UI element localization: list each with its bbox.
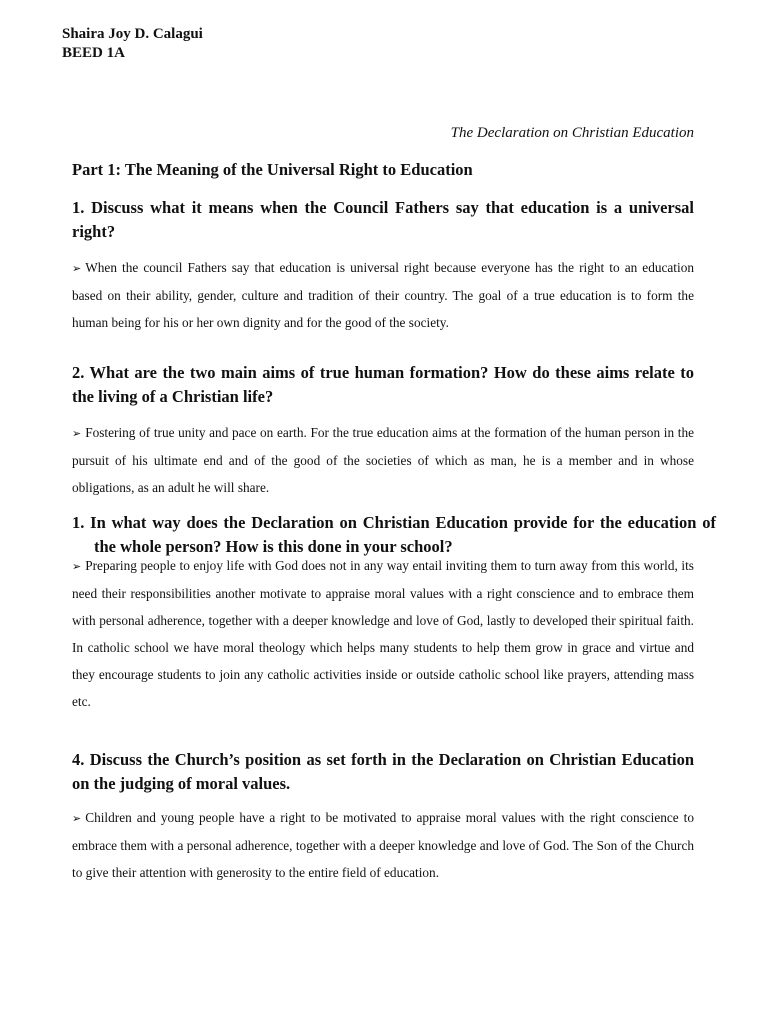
arrow-bullet-icon: ➢ — [72, 427, 82, 440]
answer-paragraph — [72, 419, 694, 501]
author-course: BEED 1A — [62, 45, 125, 61]
arrow-bullet-icon: ➢ — [72, 812, 82, 825]
answer-text: When the council Fathers say that education is universal right because everyone has the right to an education based on their ability, gender, culture and tradition of their country. The goal of a true education is to form the human being for his or her own dignity and for the good of the society. — [72, 260, 694, 330]
arrow-bullet-icon: ➢ — [72, 262, 82, 275]
question-heading: 4. Discuss the Church’s position as set forth in the Declaration on Christian Education on the judging of moral values. — [72, 750, 694, 793]
answer-text: Preparing people to enjoy life with God does not in any way entail inviting them to turn away from this world, its need their responsibilities another motivate to appraise moral values with a right conscience and to embrace them with personal adherence, together with a deeper knowledge and love of God, lastly to developed their spiritual faith. In catholic school we have moral theology which helps many students to help them grow in grace and virtue and they encourage students to join any catholic activities inside or outside catholic school like prayers, attending mass etc. — [72, 558, 694, 709]
answer-paragraph — [72, 552, 694, 715]
answer-text: Children and young people have a right to be motivated to appraise moral values with the right conscience to embrace them with a personal adherence, together with a deeper knowledge and love of God. The Son of the Church to give their attention with generosity to the entire field of education. — [72, 810, 694, 880]
answer-text: Fostering of true unity and pace on earth. For the true education aims at the formation of the human person in the pursuit of his ultimate end and of the good of the societies of which as man, he is a member and in whose obligations, as an adult he will share. — [72, 425, 694, 495]
answer-paragraph — [72, 254, 694, 336]
part-heading: Part 1: The Meaning of the Universal Right to Education — [72, 160, 473, 179]
arrow-bullet-icon: ➢ — [72, 560, 82, 573]
author-name: Shaira Joy D. Calagui — [62, 26, 203, 42]
question-heading: 1. In what way does the Declaration on Christian Education provide for the education of the whole person? How is this done in your school? — [72, 513, 716, 556]
answer-paragraph — [72, 804, 694, 886]
document-title: The Declaration on Christian Education — [450, 125, 694, 141]
question-heading: 2. What are the two main aims of true human formation? How do these aims relate to the living of a Christian life? — [72, 363, 694, 406]
question-heading: 1. Discuss what it means when the Council Fathers say that education is a universal right? — [72, 198, 694, 241]
